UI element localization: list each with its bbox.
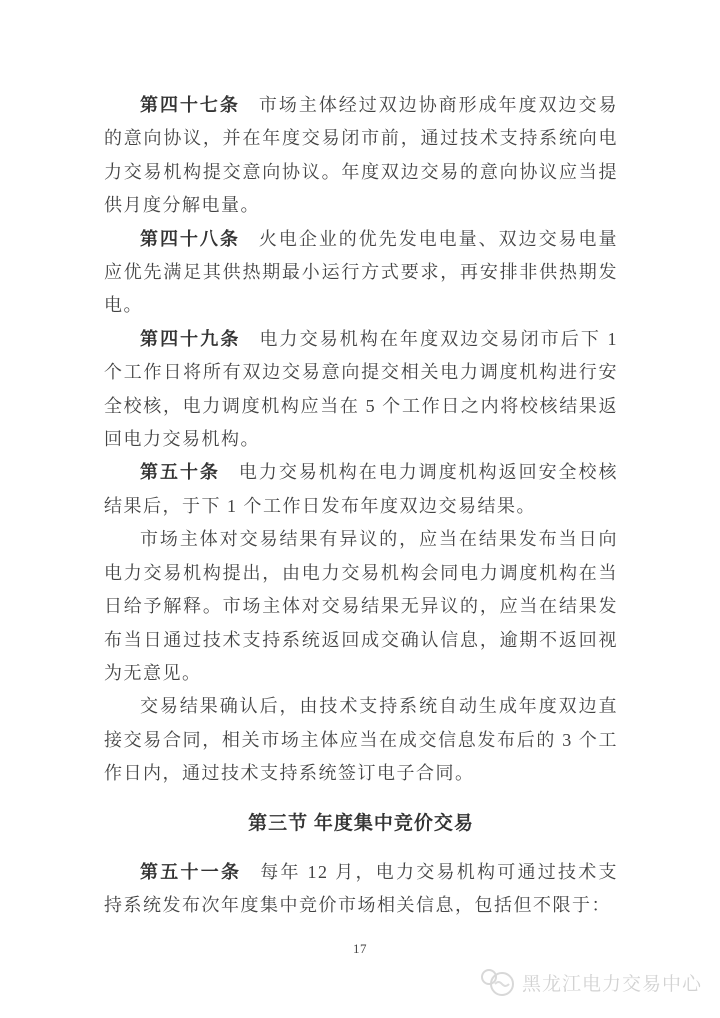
article-49-text: 电力交易机构在年度双边交易闭市后下 1 个工作日将所有双边交易意向提交相关电力调度机构进行安全校核，电力调度机构应当在 5 个工作日之内将校核结果返回电力交易机构。	[104, 328, 619, 450]
article-50-number: 第五十条	[140, 462, 220, 483]
trading-center-logo-icon	[479, 966, 517, 998]
article-48-paragraph	[104, 223, 618, 323]
watermark-text: 黑龙江电力交易中心	[521, 973, 702, 995]
article-49-number: 第四十九条	[140, 328, 241, 349]
article-51-number: 第五十一条	[140, 861, 242, 882]
article-50-paragraph	[104, 456, 618, 523]
article-47-number: 第四十七条	[140, 95, 240, 115]
document-body	[104, 89, 618, 923]
article-50-confirmation-text: 交易结果确认后，由技术支持系统自动生成年度双边直接交易合同，相关市场主体应当在成交信息发布后的 3 个工作日内，通过技术支持系统签订电子合同。	[104, 696, 618, 784]
article-50-confirmation-paragraph	[104, 690, 618, 790]
article-51-text: 每年 12 月，电力交易机构可通过技术支持系统发布次年度集中竞价市场相关信息，包括但不限于：	[104, 861, 618, 916]
article-50-objection-text: 市场主体对交易结果有异议的，应当在结果发布当日向电力交易机构提出，由电力交易机构会同电力调度机构在当日给予解释。市场主体对交易结果无异议的，应当在结果发布当日通过技术支持系统返回成交确认信息，逾期不返回视为无意见。	[104, 529, 618, 683]
article-47-text: 市场主体经过双边协商形成年度双边交易的意向协议，并在年度交易闭市前，通过技术支持系统向电力交易机构提交意向协议。年度双边交易的意向协议应当提供月度分解电量。	[104, 95, 619, 216]
article-50-objection-paragraph	[104, 523, 618, 690]
article-47-paragraph	[104, 89, 618, 223]
article-50-text: 电力交易机构在电力调度机构返回安全校核结果后，于下 1 个工作日发布年度双边交易结果。	[104, 462, 619, 516]
article-49-paragraph	[104, 323, 618, 457]
watermark	[479, 966, 702, 998]
article-48-text: 火电企业的优先发电电量、双边交易电量应优先满足其供热期最小运行方式要求，再安排非供热期发电。	[104, 228, 619, 316]
article-51-paragraph	[104, 856, 618, 923]
article-48-number: 第四十八条	[140, 228, 240, 249]
section-heading: 第三节 年度集中竞价交易	[248, 812, 474, 834]
page-number: 17	[353, 941, 367, 956]
